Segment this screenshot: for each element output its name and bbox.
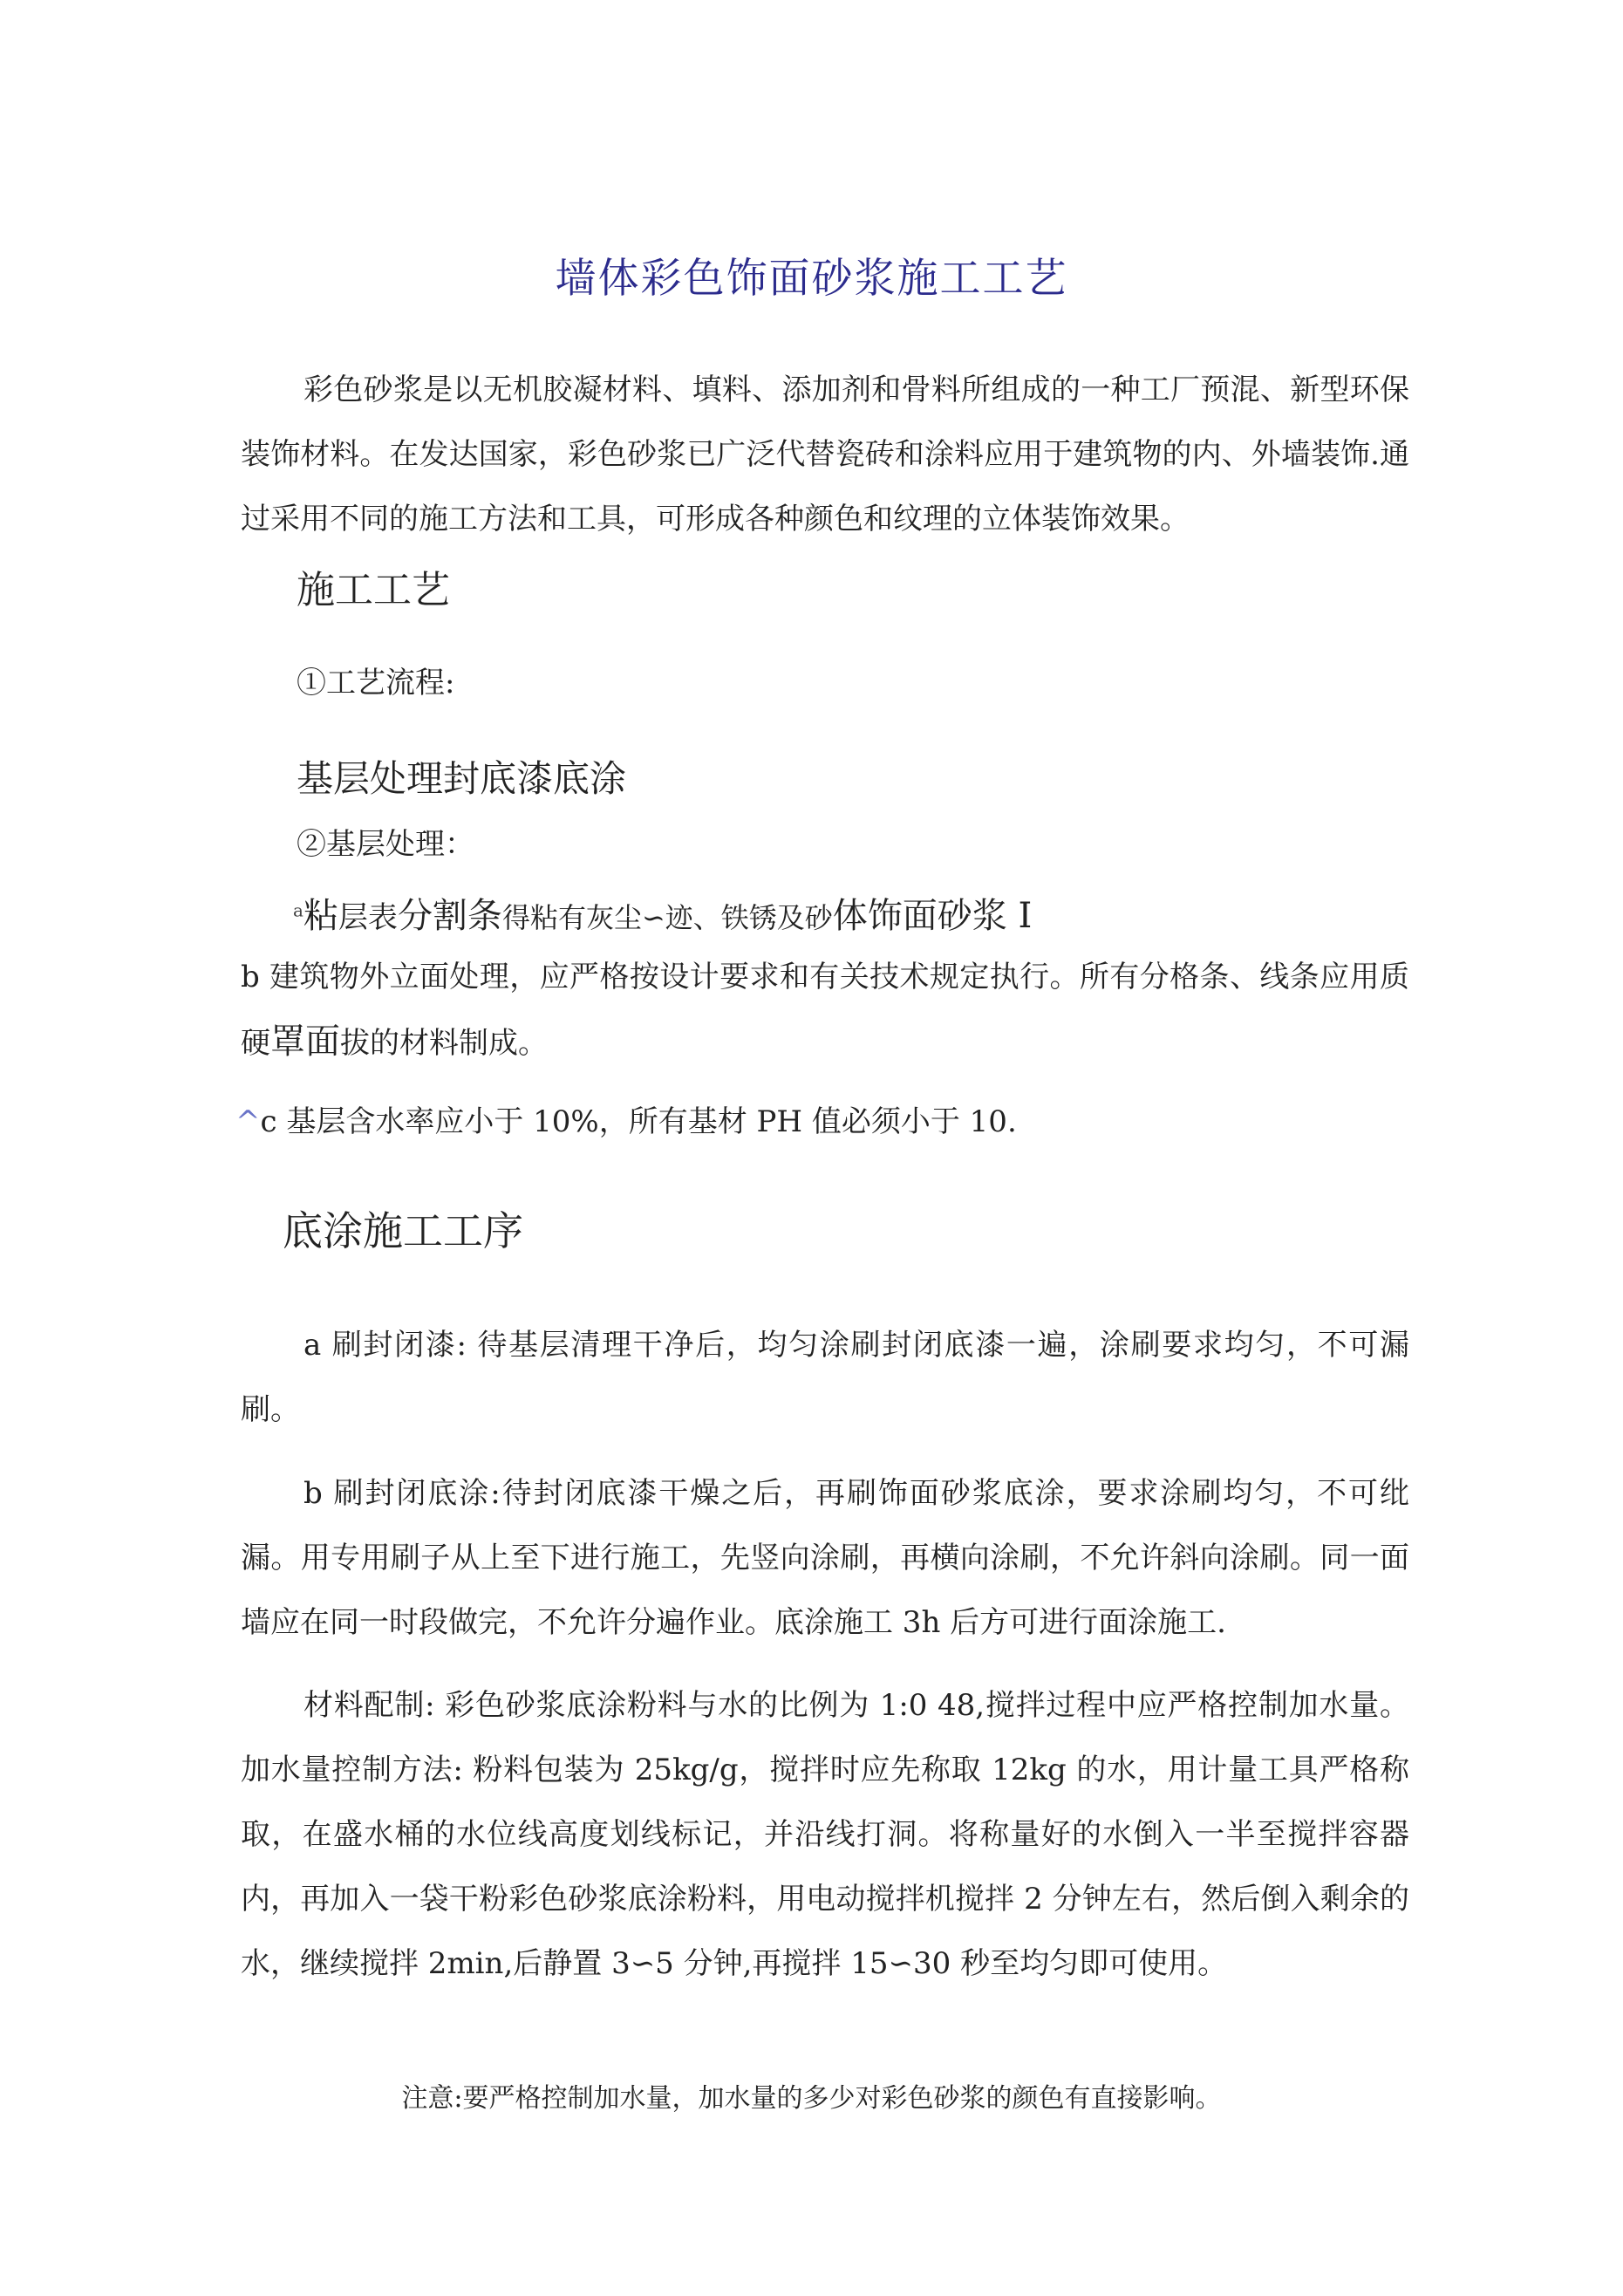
line-a-part1: 粘 — [303, 896, 338, 936]
section-heading-base-coat: 底涂施工工序 — [283, 1207, 523, 1254]
line-a-part5: 体饰面砂浆 I — [832, 896, 1033, 936]
paragraph-sealing-base-coat: b 刷封闭底涂:待封闭底漆干燥之后，再刷饰面砂浆底涂，要求涂刷均匀，不可纰漏。用专用刷子从上至下进行施工，先竖向涂刷，再横向涂刷，不允许斜向涂刷。同一面墙应在同一时段做完，不允许分遍作业。底涂施工 3h 后方可进行面涂施工. — [241, 1476, 1409, 1640]
paragraph-b-base — [241, 945, 1409, 1076]
note-text: 注意:要严格控制加水量，加水量的多少对彩色砂浆的颜色有直接影响。 — [401, 2083, 1222, 2114]
line-c-text: c 基层含水率应小于 10%，所有基材 PH 值必须小于 10. — [260, 1104, 1017, 1139]
paragraph-sealing-paint: a 刷封闭漆: 待基层清理干净后，均匀涂刷封闭底漆一遍，涂刷要求均匀，不可漏刷。 — [241, 1328, 1409, 1427]
step-base-label: ②基层处理： — [297, 827, 474, 862]
line-a-part4: 得粘有灰尘∽迹、铁锈及砂 — [501, 901, 833, 934]
step-flow-label: ①工艺流程: — [297, 666, 455, 700]
paragraph-b-text2: 拔的材料制成。 — [340, 1026, 548, 1061]
section-heading-process: 施工工艺 — [297, 568, 450, 612]
line-a-part2: 层表 — [338, 900, 398, 935]
paragraph-b-text1: b 建筑物外立面处理，应严格按设计要求和有关技术规定执行。所有分格条、线条应用质硬 — [241, 960, 1409, 1061]
intro-paragraph: 彩色砂浆是以无机胶凝材料、填料、添加剂和骨料所组成的一种工厂预混、新型环保装饰材料。在发达国家，彩色砂浆已广泛代替瓷砖和涂料应用于建筑物的内、外墙装饰.通过采用不同的施工方法和工具，可形成各种颜色和纹理的立体装饰效果。 — [241, 372, 1409, 536]
line-a — [293, 888, 1032, 938]
line-c-caret: ^ — [235, 1104, 261, 1139]
line-a-prefix: a — [293, 899, 303, 921]
paragraph-b-big: 罩面 — [270, 1022, 340, 1062]
line-c — [235, 1097, 1017, 1140]
line-a-part3: 分割条 — [397, 896, 502, 936]
document-title: 墙体彩色饰面砂浆施工工艺 — [555, 255, 1068, 303]
flow-text: 基层处理封底漆底涂 — [297, 757, 627, 800]
paragraph-material-preparation: 材料配制: 彩色砂浆底涂粉料与水的比例为 1:0 48,搅拌过程中应严格控制加水量。加水量控制方法: 粉料包装为 25kg/g，搅拌时应先称取 12kg 的水，用计量工具严格称取，在盛水桶的水位线高度划线标记，并沿线打洞。将称量好的水倒入一半至搅拌容器内，再加入一袋干粉彩色砂浆底涂粉料，用电动搅拌机搅拌 2 分钟左右，然后倒入剩余的水，继续搅拌 2min,后静置 3∽5 分钟,再搅拌 15∽30 秒至均匀即可使用。 — [241, 1688, 1409, 1981]
